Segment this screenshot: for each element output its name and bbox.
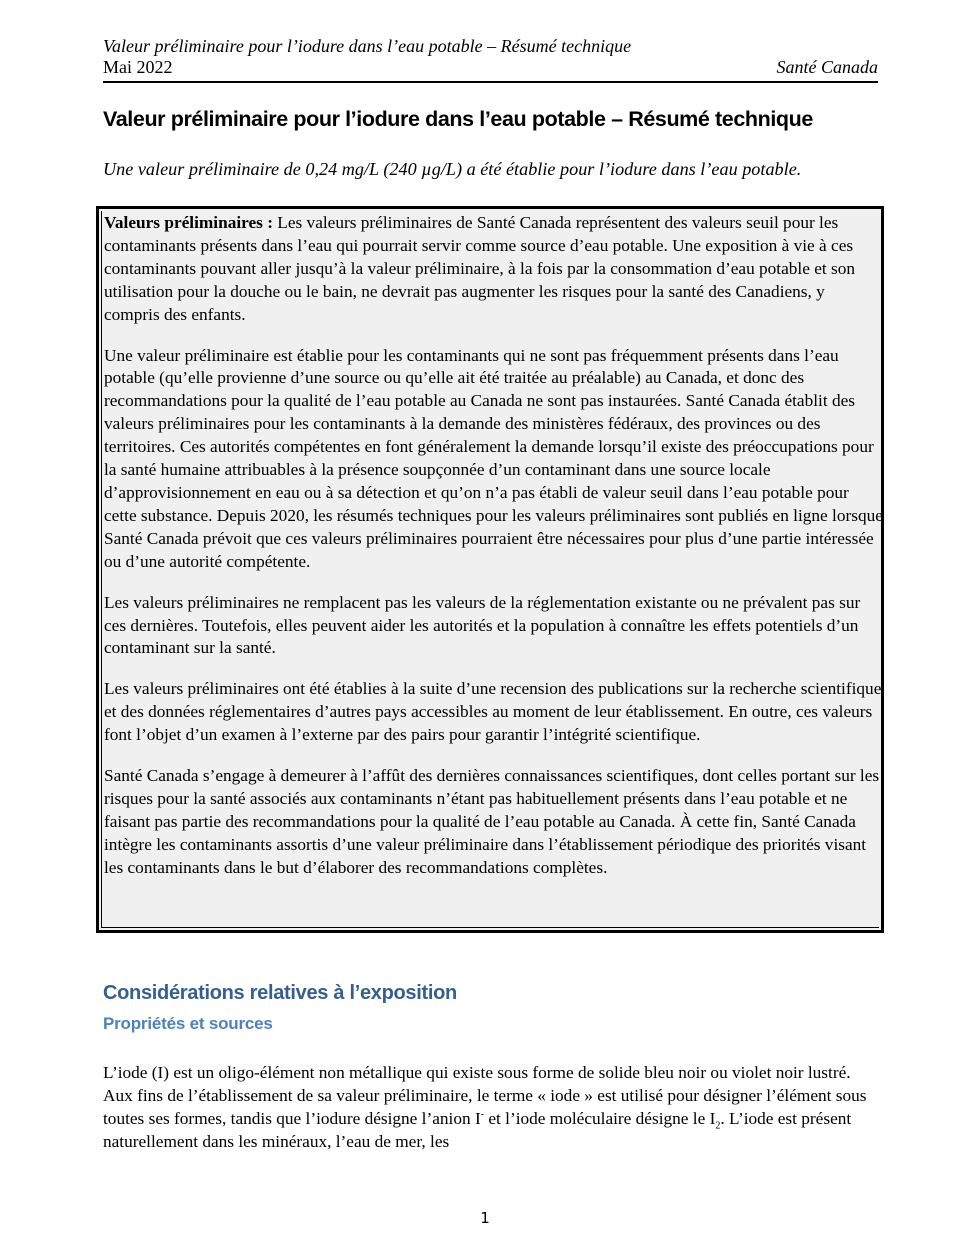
body-text-part2: et l’iode moléculaire désigne le I	[484, 1109, 716, 1128]
notice-paragraph: Une valeur préliminaire est établie pour les contaminants qui ne sont pas fréquemment présents dans l’eau potable (qu’elle provienne d’une source ou qu’elle ait été traitée au préalable) au Canada, et donc des recommandations pour la qualité de l’eau potable au Canada ne sont pas instaurées. Santé Canada établit des valeurs préliminaires pour les contaminants à la demande des ministères fédéraux, des provinces ou des territoires. Ces autorités compétentes en font généralement la demande lorsqu’il existe des préoccupations pour la santé humaine attribuables à la présence soupçonnée d’un contaminant dans une source locale d’approvisionnement en eau ou à sa détection et qu’on n’a pas établi de valeur seuil dans l’eau potable pour cette substance. Depuis 2020, les résumés techniques pour les valeurs préliminaires sont publiés en ligne lorsque Santé Canada prévoit que ces valeurs préliminaires pourraient être nécessaires pour plus d’une partie intéressée ou d’une autorité compétente.	[104, 345, 883, 571]
notice-paragraph: Santé Canada s’engage à demeurer à l’affût des dernières connaissances scientifiques, dont celles portant sur les risques pour la santé associés aux contaminants n’étant pas habituellement présents dans l’eau potable et ne faisant pas partie des recommandations pour la qualité de l’eau potable au Canada. À cette fin, Santé Canada intègre les contaminants assortis d’une valeur préliminaire dans l’établissement périodique des priorités visant les contaminants dans le but d’élaborer des recommandations complètes.	[104, 766, 880, 877]
notice-box-content	[104, 212, 884, 898]
section-subheading: Propriétés et sources	[103, 1014, 273, 1033]
document-title: Valeur préliminaire pour l’iodure dans l’eau potable – Résumé technique	[103, 107, 813, 131]
body-paragraph	[103, 1061, 878, 1153]
notice-paragraph: Les valeurs préliminaires ne remplacent pas les valeurs de la réglementation existante ou ne prévalent pas sur ces dernières. Toutefois, elles peuvent aider les autorités et la population à connaître les effets potentiels d’un contaminant sur la santé.	[104, 592, 861, 658]
header-divider	[103, 81, 878, 83]
running-header	[103, 36, 878, 78]
notice-lead-label: Valeurs préliminaires :	[104, 213, 273, 232]
body-text-part1: L’iode (I) est un oligo-élément non métallique qui existe sous forme de solide bleu noir ou violet noir lustré. Aux fins de l’établissement de sa valeur préliminaire, le terme « iode » est utilisé pour désigner l’élément sous toutes ses formes, tandis que l’iodure désigne l’anion I	[103, 1063, 867, 1128]
anion-charge-superscript: -	[480, 1109, 485, 1121]
section-heading: Considérations relatives à l’exposition	[103, 982, 457, 1004]
molecule-subscript: 2	[715, 1120, 721, 1132]
running-header-title: Valeur préliminaire pour l’iodure dans l’eau potable – Résumé technique	[103, 36, 632, 56]
preliminary-values-notice-box	[96, 206, 884, 933]
notice-paragraph	[104, 212, 884, 327]
page-number: 1	[480, 1209, 490, 1227]
notice-paragraph-text: Les valeurs préliminaires de Santé Canada représentent des valeurs seuil pour les contaminants présents dans l’eau qui pourrait servir comme source d’eau potable. Une exposition à vie à ces contaminants pouvant aller jusqu’à la valeur préliminaire, à la fois par la consommation d’eau potable et son utilisation pour la douche ou le bain, ne devrait pas augmenter les risques pour la santé des Canadiens, y compris des enfants.	[104, 213, 856, 324]
running-header-line2	[103, 57, 878, 78]
notice-paragraph: Les valeurs préliminaires ont été établies à la suite d’une recension des publications sur la recherche scientifique et des données réglementaires d’autres pays accessibles au moment de leur établissement. En outre, ces valeurs font l’objet d’un examen à l’externe par des pairs pour garantir l’intégrité scientifique.	[104, 679, 882, 745]
document-subtitle: Une valeur préliminaire de 0,24 mg/L (240 µg/L) a été établie pour l’iodure dans l’eau potable.	[103, 159, 802, 179]
running-header-organization: Santé Canada	[776, 57, 878, 77]
body-text-part3: . L’iode est présent naturellement dans les minéraux, l’eau de mer, les	[103, 1109, 852, 1151]
running-header-date: Mai 2022	[103, 57, 173, 77]
